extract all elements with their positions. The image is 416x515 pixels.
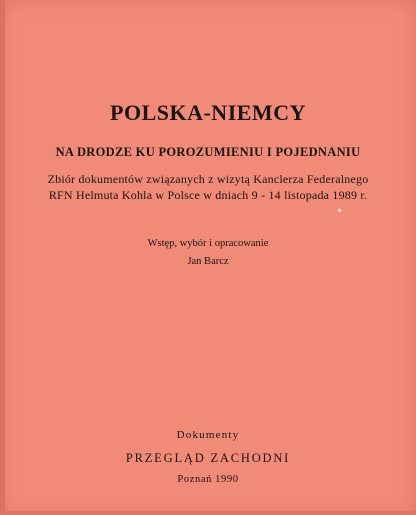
cover-description xyxy=(0,171,416,203)
editor-name: Jan Barcz xyxy=(187,256,229,267)
cover-title: POLSKA-NIEMCY xyxy=(110,100,306,125)
cover-speck xyxy=(337,208,341,212)
place-year: Poznań 1990 xyxy=(177,474,239,485)
editor-credit-label: Wstęp, wybór i opracowanie xyxy=(147,238,269,249)
publisher-name: PRZEGLĄD ZACHODNI xyxy=(125,451,291,465)
cover-subtitle: NA DRODZE KU POROZUMIENIU I POJEDNANIU xyxy=(55,145,361,159)
series-name: Dokumenty xyxy=(176,429,240,441)
description-line: RFN Helmuta Kohla w Polsce w dniach 9 - 14 listopada 1989 r. xyxy=(48,188,368,202)
description-line: Zbiór dokumentów związanych z wizytą Kanclerza Federalnego xyxy=(47,172,369,186)
cover-bottom-edge xyxy=(0,511,416,515)
